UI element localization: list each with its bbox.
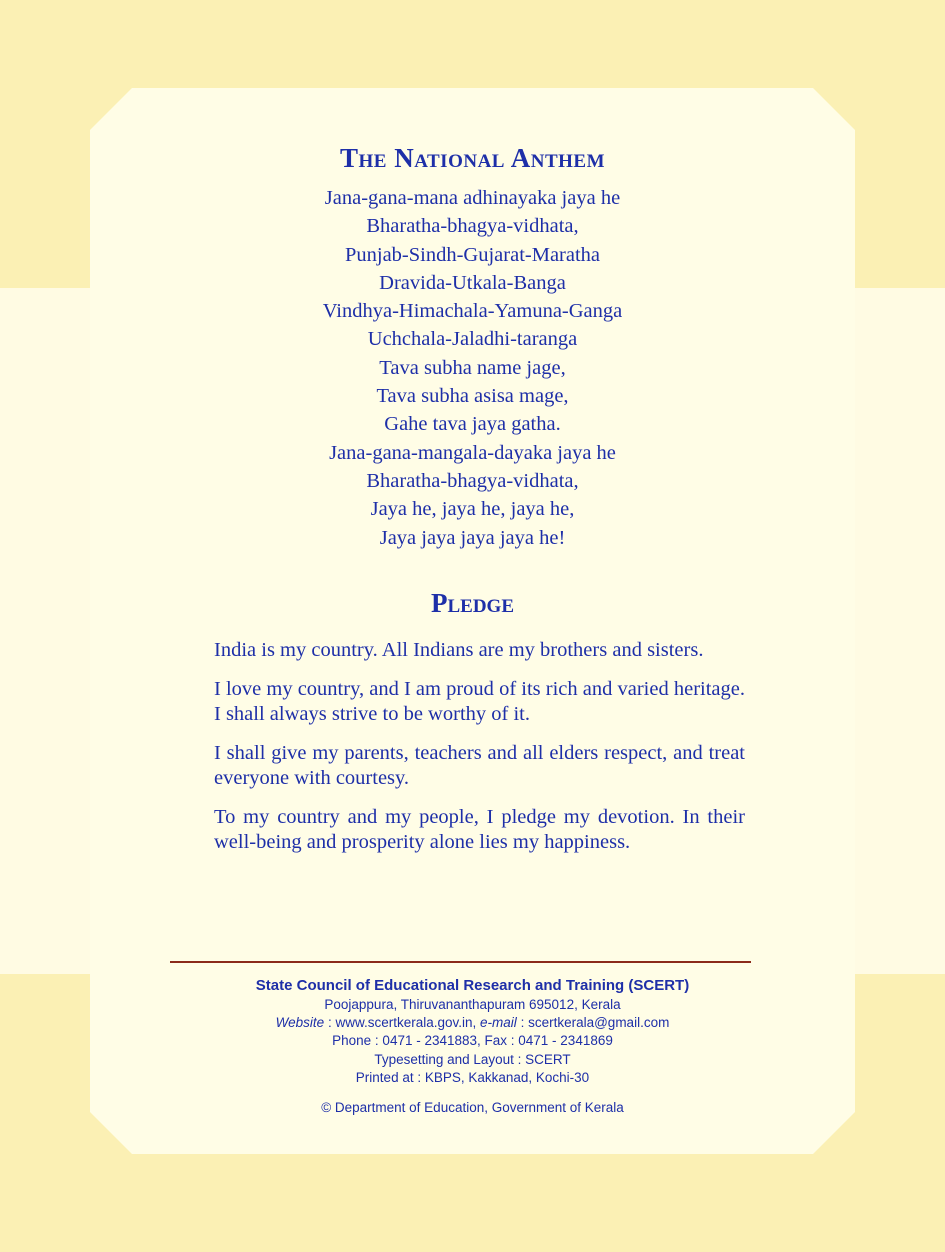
anthem-line: Jana-gana-mangala-dayaka jaya he xyxy=(329,441,616,464)
anthem-line: Gahe tava jaya gatha. xyxy=(384,413,561,436)
pledge-paragraph: I love my country, and I am proud of its rich and varied heritage. I shall always strive to be worthy of it. xyxy=(214,678,745,725)
anthem-line: Vindhya-Himachala-Yamuna-Ganga xyxy=(322,300,623,323)
anthem-line: Jaya jaya jaya jaya he! xyxy=(379,526,566,549)
website-label: Website xyxy=(275,1015,325,1031)
pledge-text xyxy=(214,638,745,869)
printer-credit: Printed at : KBPS, Kakkanad, Kochi-30 xyxy=(355,1069,590,1085)
pledge-paragraph: To my country and my people, I pledge my devotion. In their well-being and prosperity alone lies my happiness. xyxy=(214,806,745,853)
anthem-line: Bharatha-bhagya-vidhata, xyxy=(366,469,579,492)
organization-name: State Council of Educational Research and Training (SCERT) xyxy=(255,977,690,994)
anthem-line: Jaya he, jaya he, jaya he, xyxy=(370,498,575,521)
copyright: © Department of Education, Government of Kerala xyxy=(321,1100,624,1116)
anthem-title: The National Anthem xyxy=(339,143,606,173)
email-label: e-mail xyxy=(480,1015,517,1031)
address: Poojappura, Thiruvananthapuram 695012, Kerala xyxy=(324,997,621,1012)
footer-divider xyxy=(170,961,751,963)
anthem-line: Jana-gana-mana adhinayaka jaya he xyxy=(324,187,621,209)
anthem-line: Bharatha-bhagya-vidhata, xyxy=(366,215,579,238)
anthem-line: Tava subha asisa mage, xyxy=(376,385,569,408)
anthem-line: Punjab-Sindh-Gujarat-Maratha xyxy=(344,243,601,266)
phone-fax: Phone : 0471 - 2341883, Fax : 0471 - 2341869 xyxy=(332,1033,613,1049)
email-link[interactable]: scertkerala@gmail.com xyxy=(528,1015,670,1031)
anthem-line: Dravida-Utkala-Banga xyxy=(379,271,566,294)
contact-line: Website : www.scertkerala.gov.in, e-mail : scertkerala@gmail.com xyxy=(275,1015,670,1031)
typesetting-credit: Typesetting and Layout : SCERT xyxy=(374,1051,571,1067)
anthem-line: Uchchala-Jaladhi-taranga xyxy=(367,328,578,351)
website-link[interactable]: www.scertkerala.gov.in xyxy=(335,1015,473,1031)
pledge-paragraph: I shall give my parents, teachers and all elders respect, and treat everyone with courtesy. xyxy=(214,742,745,789)
anthem-lyrics xyxy=(0,184,945,552)
publisher-footer xyxy=(0,976,945,1117)
anthem-line: Tava subha name jage, xyxy=(379,356,566,379)
pledge-paragraph: India is my country. All Indians are my brothers and sisters. xyxy=(214,639,704,661)
pledge-title: Pledge xyxy=(430,588,514,618)
